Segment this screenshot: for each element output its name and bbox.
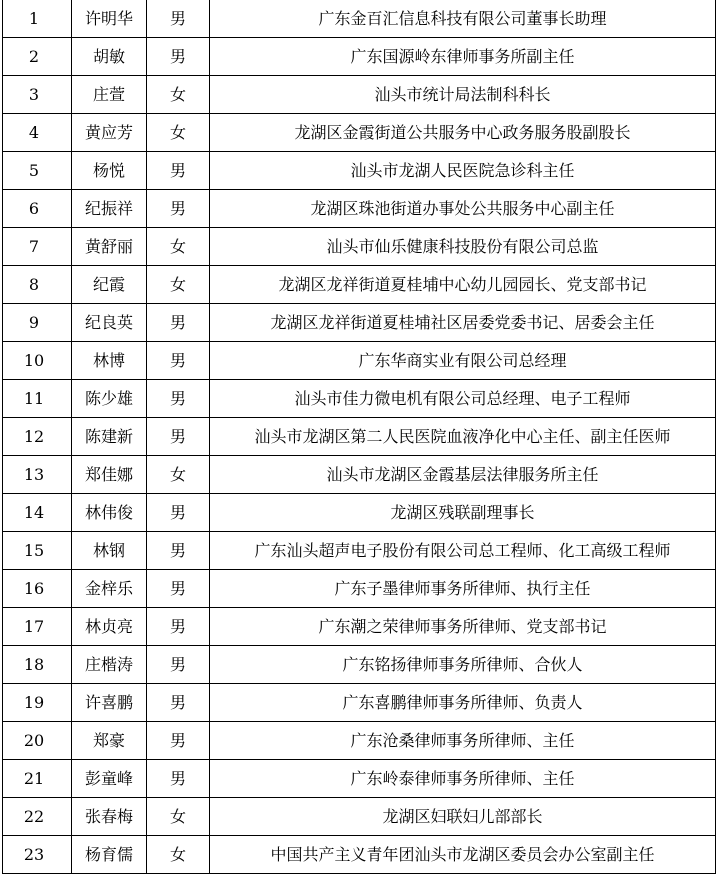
table-row <box>3 380 716 418</box>
member-name: 纪振祥 <box>72 190 147 228</box>
member-gender: 男 <box>147 570 210 608</box>
row-number: 18 <box>3 646 72 684</box>
member-name: 杨育儒 <box>72 836 147 874</box>
member-title: 汕头市统计局法制科科长 <box>210 76 716 114</box>
member-gender: 男 <box>147 760 210 798</box>
member-name: 陈少雄 <box>72 380 147 418</box>
member-gender: 男 <box>147 342 210 380</box>
member-gender: 男 <box>147 722 210 760</box>
table-row <box>3 190 716 228</box>
member-name: 林伟俊 <box>72 494 147 532</box>
member-gender: 女 <box>147 76 210 114</box>
member-title: 广东沧桑律师事务所律师、主任 <box>210 722 716 760</box>
table-row <box>3 266 716 304</box>
row-number: 4 <box>3 114 72 152</box>
member-gender: 男 <box>147 532 210 570</box>
member-title: 广东华商实业有限公司总经理 <box>210 342 716 380</box>
member-gender: 男 <box>147 418 210 456</box>
member-title: 汕头市龙湖区第二人民医院血液净化中心主任、副主任医师 <box>210 418 716 456</box>
table-row <box>3 0 716 38</box>
member-name: 黄应芳 <box>72 114 147 152</box>
row-number: 8 <box>3 266 72 304</box>
member-gender: 男 <box>147 608 210 646</box>
table-row <box>3 608 716 646</box>
member-gender: 男 <box>147 684 210 722</box>
table-row <box>3 494 716 532</box>
member-title: 广东国源岭东律师事务所副主任 <box>210 38 716 76</box>
member-name: 胡敏 <box>72 38 147 76</box>
member-title: 汕头市仙乐健康科技股份有限公司总监 <box>210 228 716 266</box>
table-row <box>3 760 716 798</box>
table-row <box>3 228 716 266</box>
member-gender: 男 <box>147 190 210 228</box>
row-number: 3 <box>3 76 72 114</box>
member-name: 林贞亮 <box>72 608 147 646</box>
member-gender: 女 <box>147 836 210 874</box>
member-title: 汕头市佳力微电机有限公司总经理、电子工程师 <box>210 380 716 418</box>
member-name: 黄舒丽 <box>72 228 147 266</box>
member-name: 纪良英 <box>72 304 147 342</box>
member-gender: 男 <box>147 494 210 532</box>
row-number: 9 <box>3 304 72 342</box>
member-title: 中国共产主义青年团汕头市龙湖区委员会办公室副主任 <box>210 836 716 874</box>
member-name: 金梓乐 <box>72 570 147 608</box>
table-row <box>3 114 716 152</box>
row-number: 15 <box>3 532 72 570</box>
table-row <box>3 152 716 190</box>
table-row <box>3 836 716 874</box>
table-row <box>3 76 716 114</box>
table-row <box>3 722 716 760</box>
table-row <box>3 646 716 684</box>
row-number: 7 <box>3 228 72 266</box>
member-gender: 女 <box>147 266 210 304</box>
member-gender: 男 <box>147 152 210 190</box>
member-title: 汕头市龙湖人民医院急诊科主任 <box>210 152 716 190</box>
member-gender: 男 <box>147 0 210 38</box>
member-gender: 男 <box>147 304 210 342</box>
row-number: 5 <box>3 152 72 190</box>
member-gender: 女 <box>147 228 210 266</box>
table-row <box>3 38 716 76</box>
table-body <box>3 0 716 874</box>
member-name: 林钢 <box>72 532 147 570</box>
table-row <box>3 798 716 836</box>
member-gender: 男 <box>147 380 210 418</box>
member-gender: 女 <box>147 456 210 494</box>
row-number: 16 <box>3 570 72 608</box>
table-row <box>3 304 716 342</box>
member-name: 陈建新 <box>72 418 147 456</box>
row-number: 19 <box>3 684 72 722</box>
row-number: 21 <box>3 760 72 798</box>
member-title: 广东子墨律师事务所律师、执行主任 <box>210 570 716 608</box>
table-row <box>3 684 716 722</box>
member-gender: 男 <box>147 38 210 76</box>
row-number: 2 <box>3 38 72 76</box>
member-title: 广东铭扬律师事务所律师、合伙人 <box>210 646 716 684</box>
member-name: 林博 <box>72 342 147 380</box>
member-name: 郑豪 <box>72 722 147 760</box>
table-row <box>3 570 716 608</box>
member-title: 龙湖区妇联妇儿部部长 <box>210 798 716 836</box>
row-number: 22 <box>3 798 72 836</box>
row-number: 17 <box>3 608 72 646</box>
member-title: 龙湖区金霞街道公共服务中心政务服务股副股长 <box>210 114 716 152</box>
member-title: 广东潮之荣律师事务所律师、党支部书记 <box>210 608 716 646</box>
row-number: 23 <box>3 836 72 874</box>
member-title: 汕头市龙湖区金霞基层法律服务所主任 <box>210 456 716 494</box>
member-title: 广东金百汇信息科技有限公司董事长助理 <box>210 0 716 38</box>
member-title: 广东汕头超声电子股份有限公司总工程师、化工高级工程师 <box>210 532 716 570</box>
member-gender: 女 <box>147 114 210 152</box>
member-gender: 男 <box>147 646 210 684</box>
row-number: 11 <box>3 380 72 418</box>
row-number: 10 <box>3 342 72 380</box>
member-name: 庄萱 <box>72 76 147 114</box>
row-number: 20 <box>3 722 72 760</box>
member-name: 许喜鹏 <box>72 684 147 722</box>
table-row <box>3 456 716 494</box>
row-number: 6 <box>3 190 72 228</box>
table-row <box>3 342 716 380</box>
row-number: 14 <box>3 494 72 532</box>
member-name: 许明华 <box>72 0 147 38</box>
member-title: 广东岭泰律师事务所律师、主任 <box>210 760 716 798</box>
member-title: 广东喜鹏律师事务所律师、负责人 <box>210 684 716 722</box>
member-title: 龙湖区龙祥街道夏桂埔社区居委党委书记、居委会主任 <box>210 304 716 342</box>
member-name: 彭童峰 <box>72 760 147 798</box>
member-title: 龙湖区珠池街道办事处公共服务中心副主任 <box>210 190 716 228</box>
member-gender: 女 <box>147 798 210 836</box>
table-row <box>3 532 716 570</box>
member-name: 庄楷涛 <box>72 646 147 684</box>
member-title: 龙湖区残联副理事长 <box>210 494 716 532</box>
row-number: 12 <box>3 418 72 456</box>
member-title: 龙湖区龙祥街道夏桂埔中心幼儿园园长、党支部书记 <box>210 266 716 304</box>
member-name: 张春梅 <box>72 798 147 836</box>
member-name: 杨悦 <box>72 152 147 190</box>
row-number: 1 <box>3 0 72 38</box>
table-row <box>3 418 716 456</box>
member-name: 纪霞 <box>72 266 147 304</box>
row-number: 13 <box>3 456 72 494</box>
member-name: 郑佳娜 <box>72 456 147 494</box>
member-table <box>2 0 716 874</box>
